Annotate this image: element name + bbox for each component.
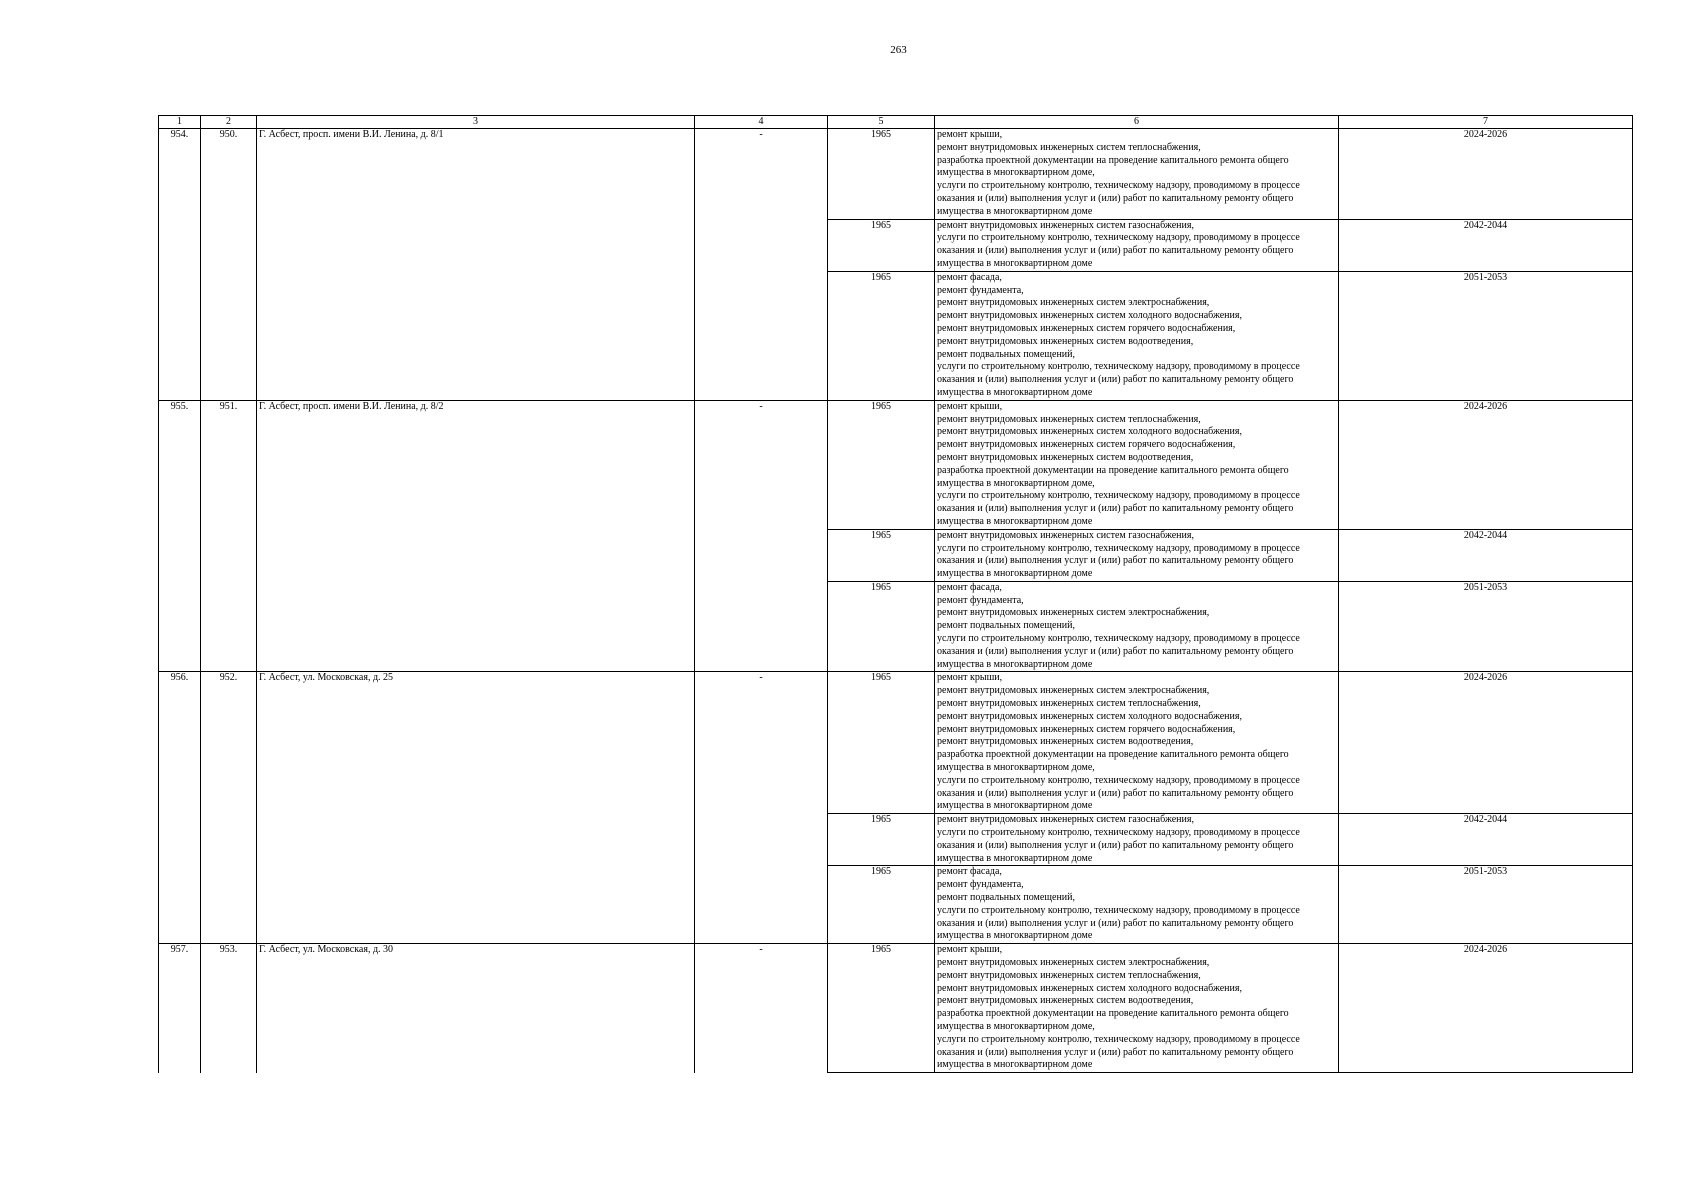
table <box>158 115 1633 1073</box>
year-cell: 1965 <box>828 529 935 581</box>
work-line: ремонт внутридомовых инженерных систем газоснабжения, <box>937 814 1194 826</box>
work-line: услуги по строительному контролю, техническому надзору, проводимому в процессе <box>937 490 1300 502</box>
work-line: ремонт внутридомовых инженерных систем теплоснабжения, <box>937 969 1201 981</box>
year-cell: 1965 <box>828 400 935 529</box>
year-cell: 1965 <box>828 814 935 866</box>
work-line: услуги по строительному контролю, техническому надзору, проводимому в процессе <box>937 361 1300 373</box>
work-line: ремонт внутридомовых инженерных систем горячего водоснабжения, <box>937 723 1236 735</box>
works-cell <box>935 400 1339 529</box>
work-line: ремонт внутридомовых инженерных систем горячего водоснабжения, <box>937 322 1236 334</box>
work-line: оказания и (или) выполнения услуг и (или) работ по капитальному ремонту общего <box>937 555 1294 567</box>
year-cell: 1965 <box>828 944 935 1073</box>
col4-cell: - <box>695 944 828 1073</box>
address-cell: Г. Асбест, просп. имени В.И. Ленина, д. 8/2 <box>257 400 695 672</box>
works-cell <box>935 581 1339 672</box>
work-line: разработка проектной документации на проведение капитального ремонта общего <box>937 1008 1289 1020</box>
column-header: 5 <box>828 116 935 129</box>
work-line: оказания и (или) выполнения услуг и (или) работ по капитальному ремонту общего <box>937 503 1294 515</box>
work-line: ремонт крыши, <box>937 944 1003 956</box>
address-cell: Г. Асбест, просп. имени В.И. Ленина, д. 8/1 <box>257 129 695 401</box>
work-line: услуги по строительному контролю, техническому надзору, проводимому в процессе <box>937 180 1300 192</box>
works-cell <box>935 529 1339 581</box>
work-line: оказания и (или) выполнения услуг и (или) работ по капитальному ремонту общего <box>937 1046 1294 1058</box>
period-cell: 2024-2026 <box>1339 672 1633 814</box>
work-line: ремонт подвальных помещений, <box>937 348 1075 360</box>
work-line: оказания и (или) выполнения услуг и (или) работ по капитальному ремонту общего <box>937 374 1294 386</box>
year-cell: 1965 <box>828 581 935 672</box>
col4-cell: - <box>695 400 828 672</box>
registry-number: 950. <box>201 129 257 401</box>
work-line: имущества в многоквартирном доме, <box>937 477 1095 489</box>
work-line: имущества в многоквартирном доме <box>937 386 1093 398</box>
work-line: оказания и (или) выполнения услуг и (или) работ по капитальному ремонту общего <box>937 839 1294 851</box>
year-cell: 1965 <box>828 866 935 944</box>
period-cell: 2051-2053 <box>1339 271 1633 400</box>
work-line: оказания и (или) выполнения услуг и (или) работ по капитальному ремонту общего <box>937 917 1294 929</box>
work-line: ремонт фундамента, <box>937 879 1024 891</box>
work-line: имущества в многоквартирном доме <box>937 257 1093 269</box>
work-line: разработка проектной документации на проведение капитального ремонта общего <box>937 749 1289 761</box>
table-row <box>159 672 1633 814</box>
period-cell: 2042-2044 <box>1339 219 1633 271</box>
works-cell <box>935 814 1339 866</box>
works-cell <box>935 944 1339 1073</box>
works-cell <box>935 271 1339 400</box>
work-line: ремонт подвальных помещений, <box>937 892 1075 904</box>
work-line: имущества в многоквартирном доме <box>937 515 1093 527</box>
period-cell: 2024-2026 <box>1339 129 1633 220</box>
work-line: ремонт внутридомовых инженерных систем теплоснабжения, <box>937 698 1201 710</box>
work-line: разработка проектной документации на проведение капитального ремонта общего <box>937 464 1289 476</box>
works-cell <box>935 219 1339 271</box>
work-line: услуги по строительному контролю, техническому надзору, проводимому в процессе <box>937 774 1300 786</box>
period-cell: 2042-2044 <box>1339 814 1633 866</box>
work-line: ремонт фасада, <box>937 581 1002 593</box>
work-line: услуги по строительному контролю, техническому надзору, проводимому в процессе <box>937 542 1300 554</box>
row-number: 957. <box>159 944 201 1073</box>
period-cell: 2051-2053 <box>1339 866 1633 944</box>
work-line: ремонт внутридомовых инженерных систем теплоснабжения, <box>937 141 1201 153</box>
column-header: 4 <box>695 116 828 129</box>
year-cell: 1965 <box>828 129 935 220</box>
repair-schedule-table <box>158 115 1633 1073</box>
work-line: ремонт внутридомовых инженерных систем холодного водоснабжения, <box>937 310 1242 322</box>
works-cell <box>935 866 1339 944</box>
work-line: имущества в многоквартирном доме <box>937 568 1093 580</box>
address-cell: Г. Асбест, ул. Московская, д. 30 <box>257 944 695 1073</box>
work-line: имущества в многоквартирном доме, <box>937 1020 1095 1032</box>
work-line: ремонт фасада, <box>937 271 1002 283</box>
work-line: ремонт внутридомовых инженерных систем водоотведения, <box>937 736 1194 748</box>
header-row <box>159 116 1633 129</box>
work-line: ремонт внутридомовых инженерных систем холодного водоснабжения, <box>937 710 1242 722</box>
work-line: ремонт внутридомовых инженерных систем электроснабжения, <box>937 607 1210 619</box>
work-line: оказания и (или) выполнения услуг и (или) работ по капитальному ремонту общего <box>937 245 1294 257</box>
work-line: услуги по строительному контролю, техническому надзору, проводимому в процессе <box>937 1033 1300 1045</box>
col4-cell: - <box>695 672 828 944</box>
works-cell <box>935 129 1339 220</box>
work-line: ремонт крыши, <box>937 400 1003 412</box>
work-line: имущества в многоквартирном доме <box>937 658 1093 670</box>
period-cell: 2042-2044 <box>1339 529 1633 581</box>
column-header: 1 <box>159 116 201 129</box>
row-number: 956. <box>159 672 201 944</box>
column-header: 3 <box>257 116 695 129</box>
page-number: 263 <box>890 44 907 56</box>
registry-number: 951. <box>201 400 257 672</box>
work-line: ремонт внутридомовых инженерных систем газоснабжения, <box>937 529 1194 541</box>
column-header: 2 <box>201 116 257 129</box>
work-line: ремонт внутридомовых инженерных систем электроснабжения, <box>937 297 1210 309</box>
registry-number: 952. <box>201 672 257 944</box>
work-line: имущества в многоквартирном доме <box>937 205 1093 217</box>
work-line: ремонт внутридомовых инженерных систем теплоснабжения, <box>937 413 1201 425</box>
work-line: ремонт внутридомовых инженерных систем водоотведения, <box>937 335 1194 347</box>
work-line: ремонт внутридомовых инженерных систем электроснабжения, <box>937 957 1210 968</box>
work-line: услуги по строительному контролю, техническому надзору, проводимому в процессе <box>937 232 1300 244</box>
work-line: ремонт внутридомовых инженерных систем водоотведения, <box>937 451 1194 463</box>
work-line: ремонт фасада, <box>937 866 1002 878</box>
period-cell: 2051-2053 <box>1339 581 1633 672</box>
work-line: оказания и (или) выполнения услуг и (или) работ по капитальному ремонту общего <box>937 787 1294 799</box>
work-line: разработка проектной документации на проведение капитального ремонта общего <box>937 154 1289 166</box>
work-line: ремонт крыши, <box>937 672 1003 684</box>
work-line: ремонт крыши, <box>937 129 1003 140</box>
work-line: имущества в многоквартирном доме <box>937 800 1093 812</box>
work-line: ремонт подвальных помещений, <box>937 620 1075 632</box>
works-cell <box>935 672 1339 814</box>
address-cell: Г. Асбест, ул. Московская, д. 25 <box>257 672 695 944</box>
work-line: услуги по строительному контролю, техническому надзору, проводимому в процессе <box>937 904 1300 916</box>
table-row <box>159 400 1633 529</box>
work-line: услуги по строительному контролю, техническому надзору, проводимому в процессе <box>937 827 1300 839</box>
work-line: ремонт внутридомовых инженерных систем электроснабжения, <box>937 685 1210 697</box>
work-line: имущества в многоквартирном доме <box>937 930 1093 942</box>
year-cell: 1965 <box>828 672 935 814</box>
table-row <box>159 129 1633 220</box>
period-cell: 2024-2026 <box>1339 400 1633 529</box>
work-line: ремонт фундамента, <box>937 284 1024 296</box>
row-number: 955. <box>159 400 201 672</box>
table-row <box>159 944 1633 1073</box>
period-cell: 2024-2026 <box>1339 944 1633 1073</box>
work-line: ремонт внутридомовых инженерных систем горячего водоснабжения, <box>937 439 1236 451</box>
work-line: ремонт внутридомовых инженерных систем холодного водоснабжения, <box>937 426 1242 438</box>
work-line: имущества в многоквартирном доме <box>937 1059 1093 1071</box>
work-line: ремонт внутридомовых инженерных систем холодного водоснабжения, <box>937 982 1242 994</box>
work-line: ремонт внутридомовых инженерных систем водоотведения, <box>937 995 1194 1007</box>
column-header: 6 <box>935 116 1339 129</box>
work-line: имущества в многоквартирном доме <box>937 852 1093 864</box>
column-header: 7 <box>1339 116 1633 129</box>
work-line: имущества в многоквартирном доме, <box>937 167 1095 179</box>
col4-cell: - <box>695 129 828 401</box>
work-line: ремонт фундамента, <box>937 594 1024 606</box>
registry-number: 953. <box>201 944 257 1073</box>
year-cell: 1965 <box>828 271 935 400</box>
year-cell: 1965 <box>828 219 935 271</box>
table-body <box>159 116 1633 1073</box>
work-line: имущества в многоквартирном доме, <box>937 762 1095 774</box>
work-line: оказания и (или) выполнения услуг и (или) работ по капитальному ремонту общего <box>937 192 1294 204</box>
work-line: ремонт внутридомовых инженерных систем газоснабжения, <box>937 219 1194 231</box>
work-line: услуги по строительному контролю, техническому надзору, проводимому в процессе <box>937 633 1300 645</box>
work-line: оказания и (или) выполнения услуг и (или) работ по капитальному ремонту общего <box>937 645 1294 657</box>
row-number: 954. <box>159 129 201 401</box>
